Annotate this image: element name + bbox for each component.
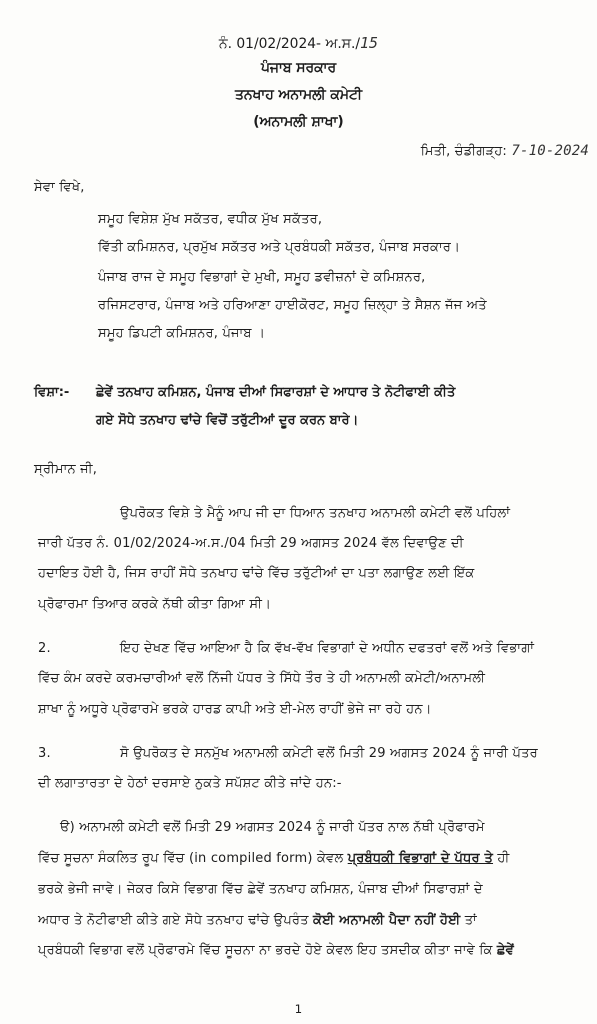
paragraph-line: ਜਾਰੀ ਪੱਤਰ ਨੰ. 01/02/2024-ਅ.ਸ./04 ਮਿਤੀ 29 ਅਗਸਤ 2024 ਵੱਲ ਦਿਵਾਉਣ ਦੀ [38,536,464,551]
committee-title: ਤਨਖਾਹ ਅਨਾਮਲੀ ਕਮੇਟੀ [235,87,362,103]
paragraph-line: ਉਪਰੋਕਤ ਵਿਸ਼ੇ ਤੇ ਮੈਨੂੰ ਆਪ ਜੀ ਦਾ ਧਿਆਨ ਤਨਖਾਹ ਅਨਾਮਲੀ ਕਮੇਟੀ ਵਲੋਂ ਪਹਿਲਾਂ [120,506,511,521]
paragraph-number: 2. [38,641,51,656]
reference-handwritten: 15 [360,34,379,52]
paragraph-line: ਪ੍ਰੋਫਾਰਮਾ ਤਿਆਰ ਕਰਕੇ ਨੱਥੀ ਕੀਤਾ ਗਿਆ ਸੀ। [38,597,272,612]
address-line: ਰਜਿਸਟਰਾਰ, ਪੰਜਾਬ ਅਤੇ ਹਰਿਆਣਾ ਹਾਈਕੋਰਟ, ਸਮੂਹ ਜ਼ਿਲ੍ਹਾ ਤੇ ਸੈਸ਼ਨ ਜੱਜ ਅਤੇ [98,298,487,313]
paragraph-line: ਵਿੱਚ ਕੰਮ ਕਰਦੇ ਕਰਮਚਾਰੀਆਂ ਵਲੋਂ ਨਿੱਜੀ ਪੱਧਰ ਤੇ ਸਿੱਧੇ ਤੌਰ ਤੇ ਹੀ ਅਨਾਮਲੀ ਕਮੇਟੀ/ਅਨਾਮਲੀ [38,671,486,686]
date-line [421,143,589,159]
text-segment: ਪ੍ਰਬੰਧਕੀ ਵਿਭਾਗ ਵਲੋਂ ਪ੍ਰੋਫਾਰਮੇ ਵਿੱਚ ਸੂਚਨਾ ਨਾ ਭਰਦੇ ਹੋਏ ਕੇਵਲ ਇਹ ਤਸਦੀਕ ਕੀਤਾ ਜਾਵੇ ਕਿ [38,943,493,958]
reference-number [0,34,597,52]
paragraph-line: ਸ਼ਾਖਾ ਨੂੰ ਅਧੂਰੇ ਪ੍ਰੋਫਾਰਮੇ ਭਰਕੇ ਹਾਰਡ ਕਾਪੀ ਅਤੇ ਈ-ਮੇਲ ਰਾਹੀਂ ਭੇਜੇ ਜਾ ਰਹੇ ਹਨ। [38,702,432,717]
paragraph-line: ਭਰਕੇ ਭੇਜੀ ਜਾਵੇ। ਜੇਕਰ ਕਿਸੇ ਵਿਭਾਗ ਵਿੱਚ ਛੇਵੇਂ ਤਨਖਾਹ ਕਮਿਸ਼ਨ, ਪੰਜਾਬ ਦੀਆਂ ਸਿਫਾਰਸ਼ਾਂ ਦੇ [38,882,483,897]
text-segment: ਅਧਾਰ ਤੇ ਨੋਟੀਫਾਈ ਕੀਤੇ ਗਏ ਸੋਧੇ ਤਨਖਾਹ ਢਾਂਚੇ ਉਪਰੰਤ [38,913,309,928]
address-line: ਵਿੱਤੀ ਕਮਿਸ਼ਨਰ, ਪ੍ਰਮੁੱਖ ਸਕੱਤਰ ਅਤੇ ਪ੍ਰਬੰਧਕੀ ਸਕੱਤਰ, ਪੰਜਾਬ ਸਰਕਾਰ। [98,240,461,255]
text-segment: ਹੀ [497,851,510,866]
subject-line: ਛੇਵੇਂ ਤਨਖਾਹ ਕਮਿਸ਼ਨ, ਪੰਜਾਬ ਦੀਆਂ ਸਿਫਾਰਸ਼ਾਂ ਦੇ ਆਧਾਰ ਤੇ ਨੋਟੀਫਾਈ ਕੀਤੇ [96,385,456,400]
paragraph-line: ਦੀ ਲਗਾਤਾਰਤਾ ਦੇ ਹੇਠਾਂ ਦਰਸਾਏ ਨੁਕਤੇ ਸਪੱਸ਼ਟ ਕੀਤੇ ਜਾਂਦੇ ਹਨ:- [38,776,342,791]
government-title: ਪੰਜਾਬ ਸਰਕਾਰ [260,60,337,76]
paragraph-line [38,851,509,866]
reference-printed: ਨੰ. 01/02/2024- ਅ.ਸ./ [218,36,360,52]
text-segment: ਤਾਂ [464,913,477,928]
emphasis-text: ਕੋਈ ਅਨਾਮਲੀ ਪੈਦਾ ਨਹੀਂ ਹੋਈ [313,913,461,928]
subject-line: ਗਏ ਸੋਧੇ ਤਨਖਾਹ ਢਾਂਚੇ ਵਿਚੋਂ ਤਰੁੱਟੀਆਂ ਦੂਰ ਕਰਨ ਬਾਰੇ। [96,413,359,428]
paragraph-number: 3. [38,746,51,761]
address-line: ਸਮੂਹ ਡਿਪਟੀ ਕਮਿਸ਼ਨਰ, ਪੰਜਾਬ । [98,326,266,341]
paragraph-line: ਇਹ ਦੇਖਣ ਵਿੱਚ ਆਇਆ ਹੈ ਕਿ ਵੱਖ-ਵੱਖ ਵਿਭਾਗਾਂ ਦੇ ਅਧੀਨ ਦਫਤਰਾਂ ਵਲੋਂ ਅਤੇ ਵਿਭਾਗਾਂ [120,641,535,656]
greeting: ਸ੍ਰੀਮਾਨ ਜੀ, [34,462,98,477]
paragraph-line: ਸੋ ਉਪਰੋਕਤ ਦੇ ਸਨਮੁੱਖ ਅਨਾਮਲੀ ਕਮੇਟੀ ਵਲੋਂ ਮਿਤੀ 29 ਅਗਸਤ 2024 ਨੂੰ ਜਾਰੀ ਪੱਤਰ [120,746,538,761]
emphasis-text: ਪ੍ਰਬੰਧਕੀ ਵਿਭਾਗਾਂ ਦੇ ਪੱਧਰ ਤੇ [347,851,494,866]
date-handwritten: 7-10-2024 [511,143,589,159]
emphasis-text: ਛੇਵੇਂ [496,943,514,958]
paragraph-line: ੳ) ਅਨਾਮਲੀ ਕਮੇਟੀ ਵਲੋਂ ਮਿਤੀ 29 ਅਗਸਤ 2024 ਨੂੰ ਜਾਰੀ ਪੱਤਰ ਨਾਲ ਨੱਥੀ ਪ੍ਰੋਫਾਰਮੇ [60,820,485,835]
salutation: ਸੇਵਾ ਵਿਖੇ, [34,180,85,195]
paragraph-line [38,913,477,928]
subject-label: ਵਿਸ਼ਾ:- [34,385,70,400]
address-line: ਪੰਜਾਬ ਰਾਜ ਦੇ ਸਮੂਹ ਵਿਭਾਗਾਂ ਦੇ ਮੁਖੀ, ਸਮੂਹ ਡਵੀਜ਼ਨਾਂ ਦੇ ਕਮਿਸ਼ਨਰ, [98,270,426,285]
paragraph-line: ਹਦਾਇਤ ਹੋਈ ਹੈ, ਜਿਸ ਰਾਹੀਂ ਸੋਧੇ ਤਨਖਾਹ ਢਾਂਚੇ ਵਿੱਚ ਤਰੁੱਟੀਆਂ ਦਾ ਪਤਾ ਲਗਾਉਣ ਲਈ ਇੱਕ [38,566,475,581]
branch-title: (ਅਨਾਮਲੀ ਸ਼ਾਖਾ) [253,114,344,130]
paragraph-line [38,943,514,958]
text-segment: ਵਿੱਚ ਸੂਚਨਾ ਸੰਕਲਿਤ ਰੂਪ ਵਿੱਚ (in compiled form) ਕੇਵਲ [38,851,344,866]
page-number: 1 [294,1002,303,1016]
date-label: ਮਿਤੀ, ਚੰਡੀਗੜ੍ਹ: [420,144,507,159]
address-line: ਸਮੂਹ ਵਿਸ਼ੇਸ਼ ਮੁੱਖ ਸਕੱਤਰ, ਵਧੀਕ ਮੁੱਖ ਸਕੱਤਰ, [98,212,323,227]
